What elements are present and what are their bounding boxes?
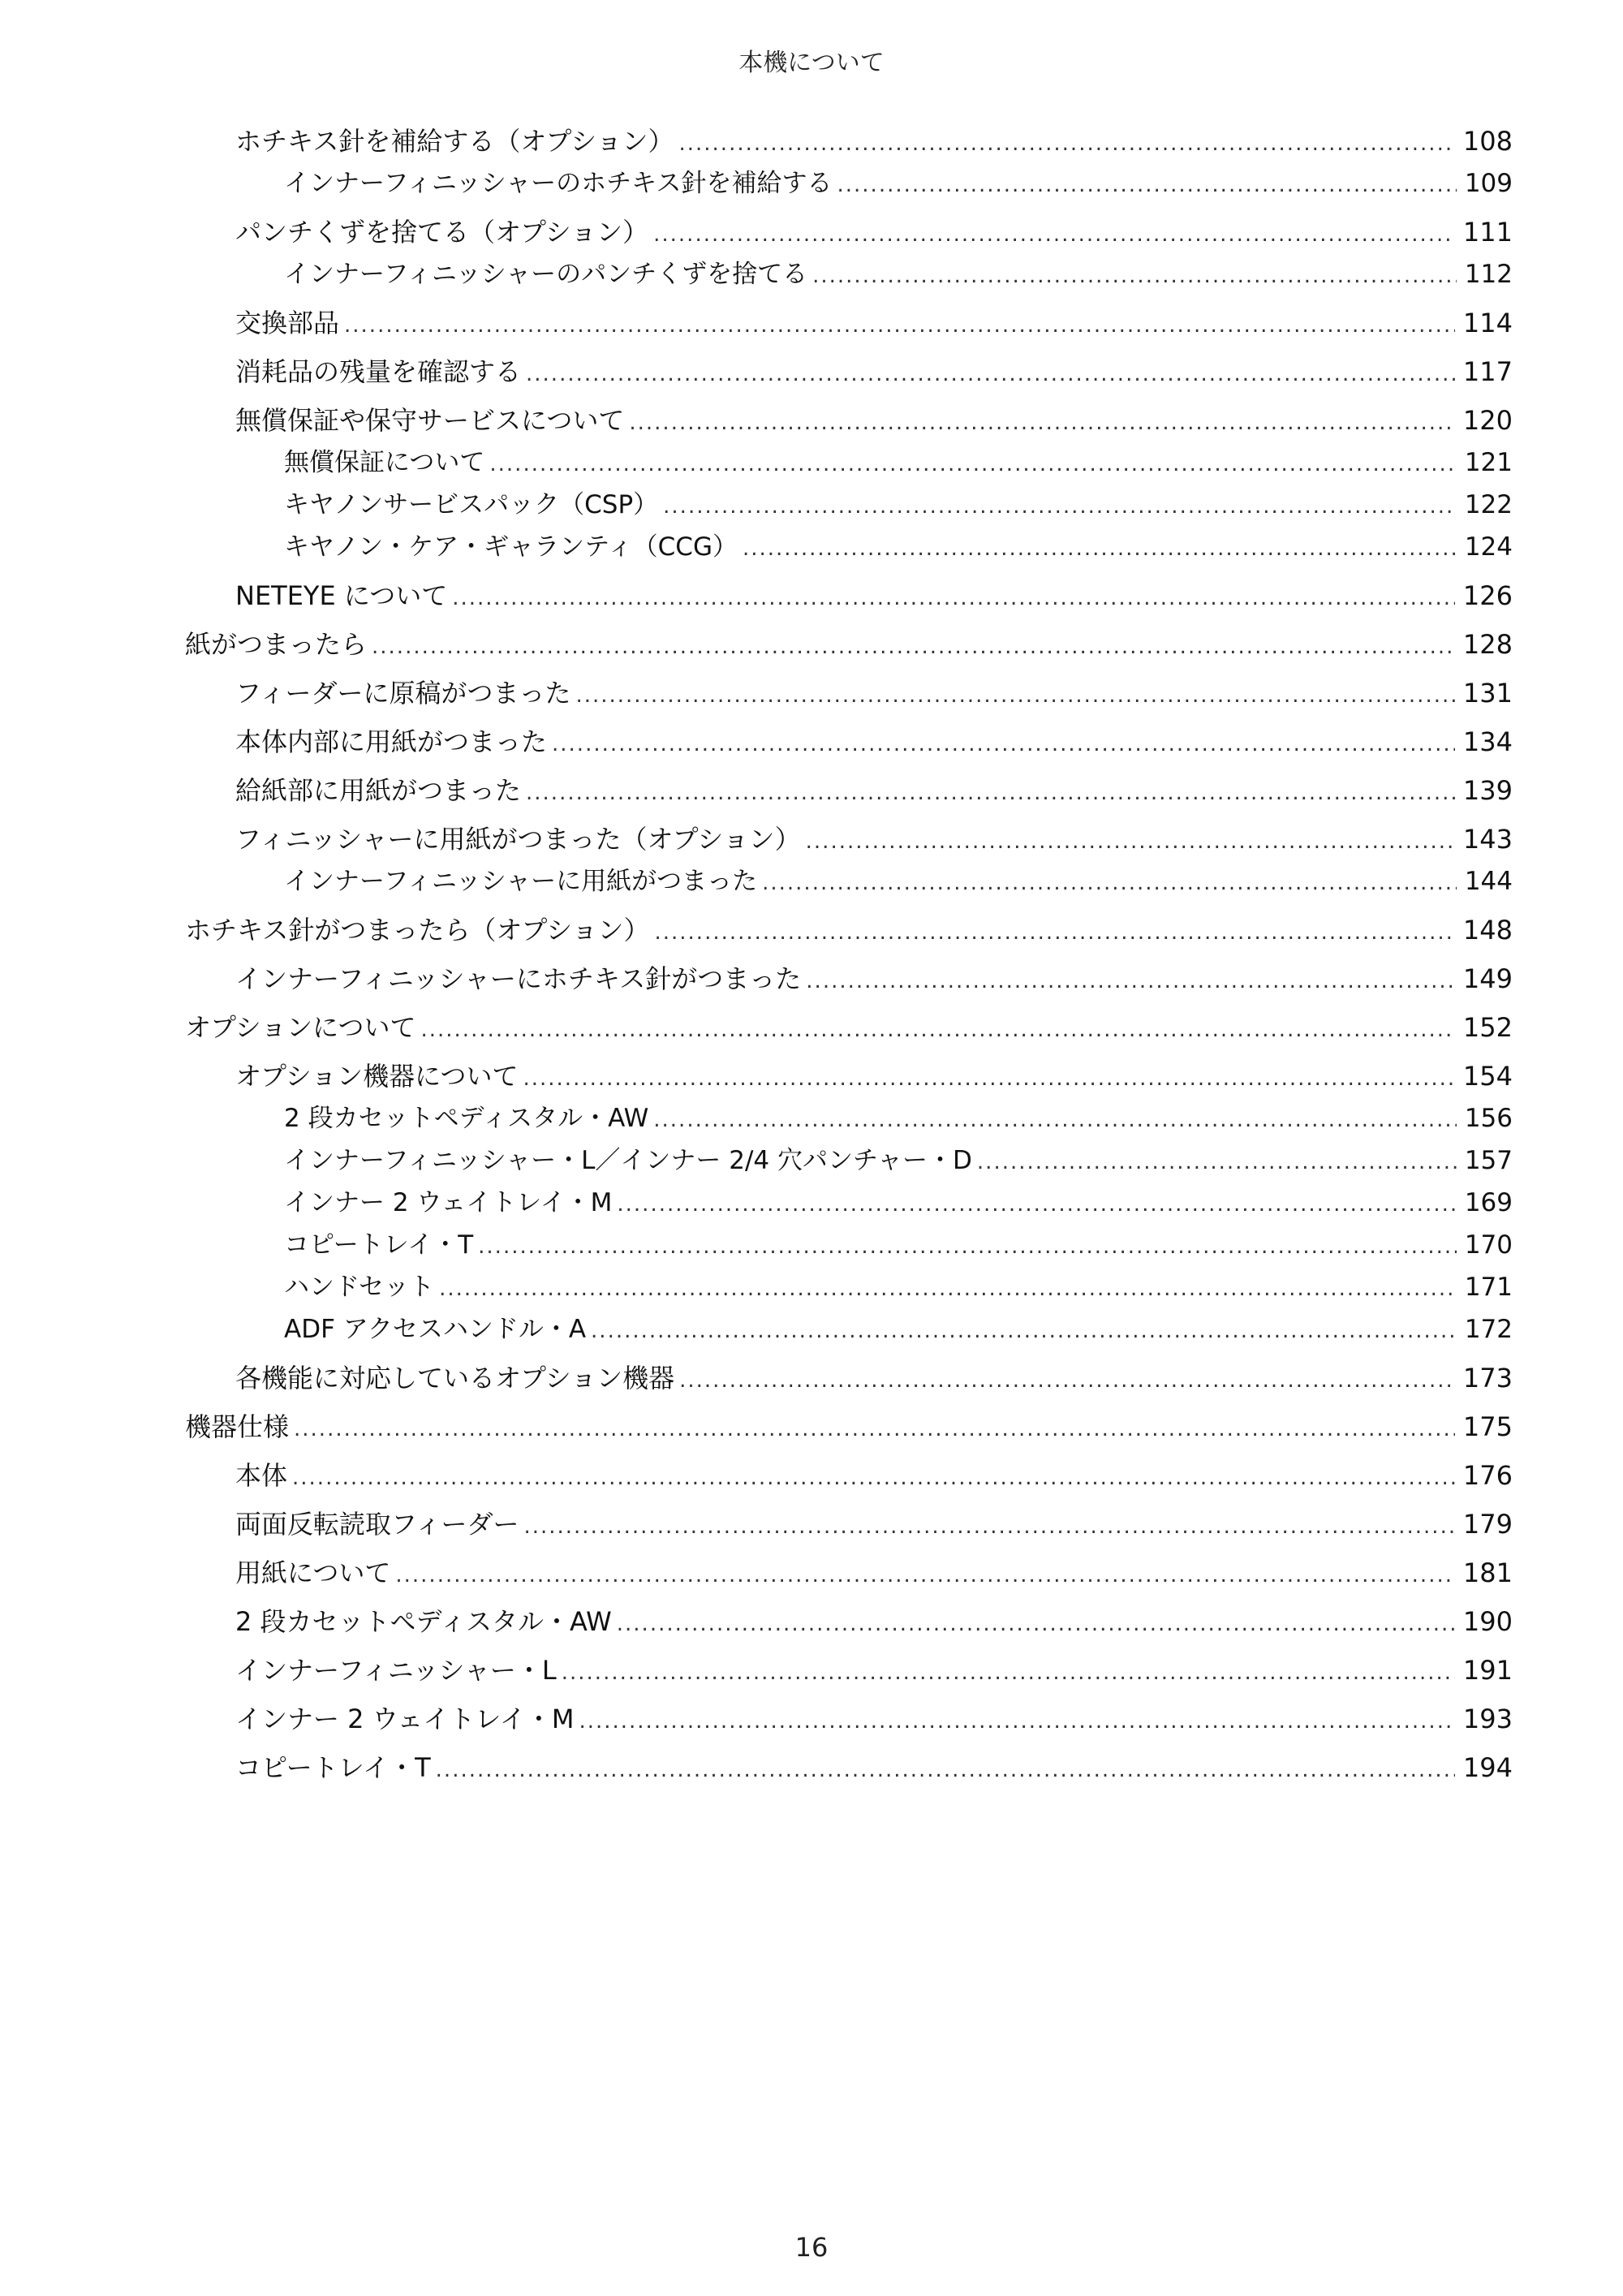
toc-leader-dots	[653, 1102, 1457, 1138]
toc-entry-page: 131	[1462, 678, 1513, 709]
toc-entry-title: フィニッシャーに用紙がつまった（オプション）	[235, 824, 801, 855]
toc-entry[interactable]	[284, 1185, 1513, 1221]
toc-leader-dots	[344, 308, 1455, 343]
toc-entry[interactable]	[235, 214, 1513, 250]
toc-entry[interactable]	[284, 1227, 1513, 1263]
toc-entry[interactable]	[284, 166, 1513, 201]
toc-entry-page: 148	[1462, 915, 1513, 946]
toc-leader-dots	[562, 1655, 1455, 1691]
toc-leader-dots	[654, 915, 1454, 950]
toc-entry[interactable]	[235, 1652, 1513, 1688]
toc-entry-title: インナー 2 ウェイトレイ・M	[235, 1704, 575, 1734]
toc-entry-page: 122	[1464, 490, 1513, 519]
toc-entry-page: 176	[1462, 1460, 1513, 1491]
toc-entry-page: 157	[1464, 1146, 1513, 1175]
toc-entry-page: 126	[1462, 580, 1513, 611]
toc-entry-title: インナーフィニッシャーにホチキス針がつまった	[235, 963, 802, 994]
toc-entry-title: インナーフィニッシャー・L	[235, 1655, 557, 1686]
toc-entry-title: インナーフィニッシャーに用紙がつまった	[284, 867, 758, 896]
toc-entry-title: キヤノンサービスパック（CSP）	[284, 490, 659, 519]
toc-entry[interactable]	[235, 961, 1513, 997]
toc-entry[interactable]	[284, 1269, 1513, 1305]
toc-entry[interactable]	[284, 487, 1513, 523]
toc-entry-title: 無償保証や保守サービスについて	[235, 405, 625, 436]
toc-leader-dots	[452, 580, 1455, 616]
toc-entry-title: 無償保証について	[284, 448, 485, 477]
toc-entry-title: ハンドセット	[284, 1273, 435, 1302]
toc-leader-dots	[552, 726, 1455, 762]
toc-leader-dots	[977, 1144, 1457, 1180]
toc-entry[interactable]	[284, 864, 1513, 899]
toc-entry[interactable]	[235, 1750, 1513, 1786]
toc-leader-dots	[478, 1229, 1457, 1264]
toc-leader-dots	[439, 1271, 1457, 1307]
toc-entry-page: 194	[1462, 1752, 1513, 1783]
toc-entry-title: 本体	[235, 1460, 288, 1491]
toc-entry-page: 169	[1464, 1188, 1513, 1217]
toc-entry[interactable]	[235, 821, 1513, 857]
toc-leader-dots	[579, 1704, 1454, 1739]
toc-entry-title: キヤノン・ケア・ギャランティ（CCG）	[284, 532, 738, 562]
toc-entry-page: 175	[1462, 1411, 1513, 1442]
toc-entry-title: 2 段カセットペディスタル・AW	[235, 1606, 612, 1637]
toc-leader-dots	[436, 1752, 1455, 1788]
toc-entry-title: コピートレイ・T	[284, 1230, 474, 1260]
toc-leader-dots	[653, 217, 1455, 252]
toc-entry[interactable]	[235, 578, 1513, 614]
toc-leader-dots	[806, 824, 1455, 859]
toc-entry-page: 181	[1462, 1557, 1513, 1588]
toc-entry-page: 171	[1464, 1273, 1513, 1302]
toc-entry-title: 交換部品	[235, 308, 340, 338]
toc-entry[interactable]	[235, 403, 1513, 438]
toc-leader-dots	[806, 963, 1455, 999]
toc-leader-dots	[523, 1509, 1454, 1544]
toc-entry-title: インナーフィニッシャーのホチキス針を補給する	[284, 169, 833, 198]
toc-entry-page: 170	[1464, 1230, 1513, 1260]
toc-entry[interactable]	[235, 724, 1513, 760]
toc-entry-page: 193	[1462, 1704, 1513, 1734]
toc-entry-title: 機器仕様	[185, 1411, 290, 1442]
toc-entry-page: 179	[1462, 1509, 1513, 1540]
toc-entry[interactable]	[235, 773, 1513, 808]
toc-entry-page: 121	[1464, 448, 1513, 477]
toc-entry[interactable]	[235, 1458, 1513, 1493]
toc-leader-dots	[526, 356, 1455, 392]
toc-entry-page: 156	[1464, 1104, 1513, 1133]
toc-entry[interactable]	[235, 123, 1513, 159]
toc-entry-title: 本体内部に用紙がつまった	[235, 726, 548, 757]
toc-entry-page: 124	[1464, 532, 1513, 562]
toc-entry-title: 給紙部に用紙がつまった	[235, 775, 522, 806]
toc-leader-dots	[678, 126, 1454, 162]
toc-leader-dots	[294, 1411, 1455, 1447]
toc-entry-page: 172	[1464, 1315, 1513, 1344]
toc-entry-title: ホチキス針を補給する（オプション）	[235, 126, 674, 157]
toc-entry[interactable]	[284, 1101, 1513, 1136]
toc-entry[interactable]	[185, 1010, 1513, 1045]
toc-entry-page: 139	[1462, 775, 1513, 806]
toc-leader-dots	[629, 405, 1455, 441]
toc-entry-page: 108	[1462, 126, 1513, 157]
toc-entry-title: ADF アクセスハンドル・A	[284, 1315, 587, 1344]
toc-entry-page: 117	[1462, 356, 1513, 387]
toc-entry[interactable]	[235, 305, 1513, 341]
toc-leader-dots	[292, 1460, 1455, 1496]
toc-entry-title: パンチくずを捨てる（オプション）	[235, 217, 649, 248]
toc-leader-dots	[395, 1557, 1455, 1593]
toc-entry-page: 112	[1464, 260, 1513, 289]
toc-entry-title: インナーフィニッシャー・L／インナー 2/4 穴パンチャー・D	[284, 1146, 972, 1175]
toc-leader-dots	[523, 1061, 1454, 1096]
toc-entry-title: 用紙について	[235, 1557, 391, 1588]
toc-entry-page: 128	[1462, 629, 1513, 660]
toc-entry-page: 134	[1462, 726, 1513, 757]
toc-entry-page: 114	[1462, 308, 1513, 338]
toc-entry-page: 154	[1462, 1061, 1513, 1092]
toc-leader-dots	[812, 258, 1457, 294]
toc-leader-dots	[837, 167, 1457, 203]
toc-entry[interactable]	[235, 675, 1513, 711]
toc-leader-dots	[420, 1012, 1454, 1048]
toc-leader-dots	[679, 1363, 1455, 1398]
toc-entry[interactable]	[185, 627, 1513, 662]
toc-entry-page: 109	[1464, 169, 1513, 198]
toc-entry-title: インナーフィニッシャーのパンチくずを捨てる	[284, 260, 808, 289]
toc-leader-dots	[526, 775, 1455, 811]
toc-entry[interactable]	[284, 1312, 1513, 1347]
toc-entry[interactable]	[284, 445, 1513, 480]
toc-entry[interactable]	[235, 1360, 1513, 1396]
toc-entry-title: 各機能に対応しているオプション機器	[235, 1363, 675, 1394]
toc-leader-dots	[762, 865, 1457, 901]
toc-leader-dots	[617, 1606, 1455, 1642]
toc-entry-page: 120	[1462, 405, 1513, 436]
toc-entry[interactable]	[185, 912, 1513, 948]
toc-entry-title: 両面反転読取フィーダー	[235, 1509, 519, 1540]
toc-entry[interactable]	[235, 354, 1513, 390]
toc-entry-title: オプション機器について	[235, 1061, 519, 1092]
toc-entry-title: 2 段カセットペディスタル・AW	[284, 1104, 649, 1133]
toc-entry-title: ホチキス針がつまったら（オプション）	[185, 915, 650, 946]
toc-entry-title: 紙がつまったら	[185, 629, 368, 660]
toc-entry-page: 173	[1462, 1363, 1513, 1394]
toc-entry[interactable]	[235, 1506, 1513, 1542]
page-header-title: 本機について	[738, 49, 885, 77]
toc-entry-page: 111	[1462, 217, 1513, 248]
toc-entry[interactable]	[284, 1143, 1513, 1178]
toc-entry-page: 143	[1462, 824, 1513, 855]
toc-entry-title: NETEYE について	[235, 580, 448, 611]
toc-entry-title: フィーダーに原稿がつまった	[235, 678, 571, 709]
toc-entry[interactable]	[284, 529, 1513, 565]
toc-leader-dots	[489, 446, 1456, 482]
toc-entry-title: オプションについて	[185, 1012, 416, 1043]
toc-entry-page: 190	[1462, 1606, 1513, 1637]
page-number: 16	[794, 2232, 829, 2263]
toc-entry-title: インナー 2 ウェイトレイ・M	[284, 1188, 613, 1217]
toc-leader-dots	[591, 1313, 1457, 1349]
toc-entry[interactable]	[235, 1058, 1513, 1094]
toc-entry-title: 消耗品の残量を確認する	[235, 356, 522, 387]
toc-entry-page: 149	[1462, 963, 1513, 994]
toc-entry-page: 144	[1464, 867, 1513, 896]
toc-entry[interactable]	[284, 256, 1513, 292]
toc-leader-dots	[372, 629, 1455, 665]
toc-leader-dots	[617, 1187, 1456, 1222]
toc-entry[interactable]	[185, 1409, 1513, 1445]
toc-entry[interactable]	[235, 1555, 1513, 1591]
toc-leader-dots	[663, 489, 1457, 524]
toc-entry[interactable]	[235, 1701, 1513, 1737]
toc-entry-title: コピートレイ・T	[235, 1752, 431, 1783]
toc-entry-page: 152	[1462, 1012, 1513, 1043]
toc-leader-dots	[743, 531, 1457, 566]
toc-entry-page: 191	[1462, 1655, 1513, 1686]
toc-leader-dots	[575, 678, 1454, 713]
toc-entry[interactable]	[235, 1604, 1513, 1639]
